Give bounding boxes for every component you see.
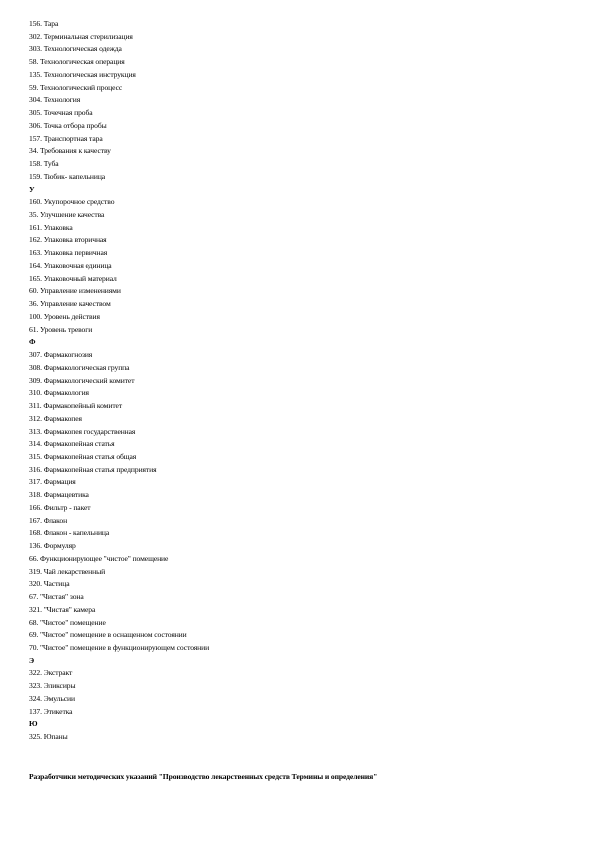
glossary-entry: 137. Этикетка	[29, 706, 73, 716]
section-letter: У	[29, 184, 35, 194]
glossary-entry: 161. Упаковка	[29, 222, 73, 232]
glossary-list	[29, 18, 569, 744]
glossary-entry: 308. Фармакологическая группа	[29, 362, 130, 372]
glossary-entry: 304. Технология	[29, 95, 81, 105]
glossary-entry: 306. Точка отбора пробы	[29, 120, 107, 130]
section-letter: Ф	[29, 337, 36, 347]
glossary-entry: 162. Упаковка вторичная	[29, 235, 107, 245]
glossary-entry: 309. Фармакологический комитет	[29, 375, 135, 385]
glossary-entry: 168. Флакон - капельница	[29, 528, 110, 538]
glossary-entry: 69. "Чистое" помещение в оснащенном состоянии	[29, 630, 187, 640]
glossary-entry: 322. Экстракт	[29, 668, 73, 678]
glossary-entry: 68. "Чистое" помещение	[29, 617, 106, 627]
glossary-entry: 312. Фармакопея	[29, 413, 82, 423]
glossary-entry: 157. Транспортная тара	[29, 133, 103, 143]
glossary-entry: 305. Точечная проба	[29, 108, 93, 118]
glossary-entry: 307. Фармакогнозия	[29, 350, 93, 360]
glossary-entry: 135. Технологическая инструкция	[29, 69, 136, 79]
section-letter: Ю	[29, 719, 38, 729]
glossary-entry: 136. Формуляр	[29, 541, 76, 551]
glossary-entry: 60. Управление изменениями	[29, 286, 121, 296]
glossary-entry: 325. Юпаны	[29, 732, 68, 742]
glossary-entry: 313. Фармакопея государственная	[29, 426, 136, 436]
glossary-entry: 314. Фармакопейная статья	[29, 439, 115, 449]
glossary-entry: 160. Укупорочное средство	[29, 197, 115, 207]
glossary-entry: 100. Уровень действия	[29, 311, 100, 321]
glossary-entry: 67. "Чистая" зона	[29, 592, 84, 602]
glossary-entry: 319. Чай лекарственный	[29, 566, 106, 576]
glossary-entry: 323. Эликсиры	[29, 681, 76, 691]
glossary-entry: 61. Уровень тревоги	[29, 324, 93, 334]
glossary-entry: 36. Управление качеством	[29, 299, 111, 309]
glossary-entry: 302. Терминальная стерилизация	[29, 31, 133, 41]
glossary-entry: 318. Фармацевтика	[29, 490, 89, 500]
glossary-entry: 163. Упаковка первичная	[29, 248, 108, 258]
glossary-entry: 70. "Чистое" помещение в функционирующем состоянии	[29, 642, 210, 652]
footer-note: Разработчики методических указаний "Производство лекарственных средств Термины и определения"	[29, 772, 378, 781]
glossary-entry: 66. Функционирующее "чистое" помещение	[29, 553, 169, 563]
glossary-entry: 165. Упаковочный материал	[29, 273, 117, 283]
glossary-entry: 324. Эмульсии	[29, 693, 75, 703]
glossary-entry: 320. Частица	[29, 579, 70, 589]
glossary-entry: 321. "Чистая" камера	[29, 604, 96, 614]
glossary-entry: 34. Требования к качеству	[29, 146, 111, 156]
glossary-entry: 58. Технологическая операция	[29, 57, 125, 67]
glossary-entry: 303. Технологическая одежда	[29, 44, 122, 54]
glossary-entry: 167. Флакон	[29, 515, 68, 525]
glossary-entry: 159. Тюбик- капельница	[29, 171, 106, 181]
glossary-entry: 311. Фармакопейный комитет	[29, 401, 123, 411]
glossary-entry: 164. Упаковочная единица	[29, 260, 112, 270]
glossary-entry: 315. Фармакопейная статья общая	[29, 451, 137, 461]
glossary-entry: 310. Фармакология	[29, 388, 89, 398]
glossary-entry: 158. Туба	[29, 159, 59, 169]
glossary-entry: 317. Фармация	[29, 477, 76, 487]
glossary-entry: 59. Технологический процесс	[29, 82, 123, 92]
glossary-entry: 35. Улучшение качества	[29, 210, 105, 220]
glossary-entry: 316. Фармакопейная статья предприятия	[29, 464, 157, 474]
section-letter: Э	[29, 655, 35, 665]
glossary-entry: 166. Фильтр - пакет	[29, 502, 91, 512]
glossary-entry: 156. Тара	[29, 19, 59, 28]
